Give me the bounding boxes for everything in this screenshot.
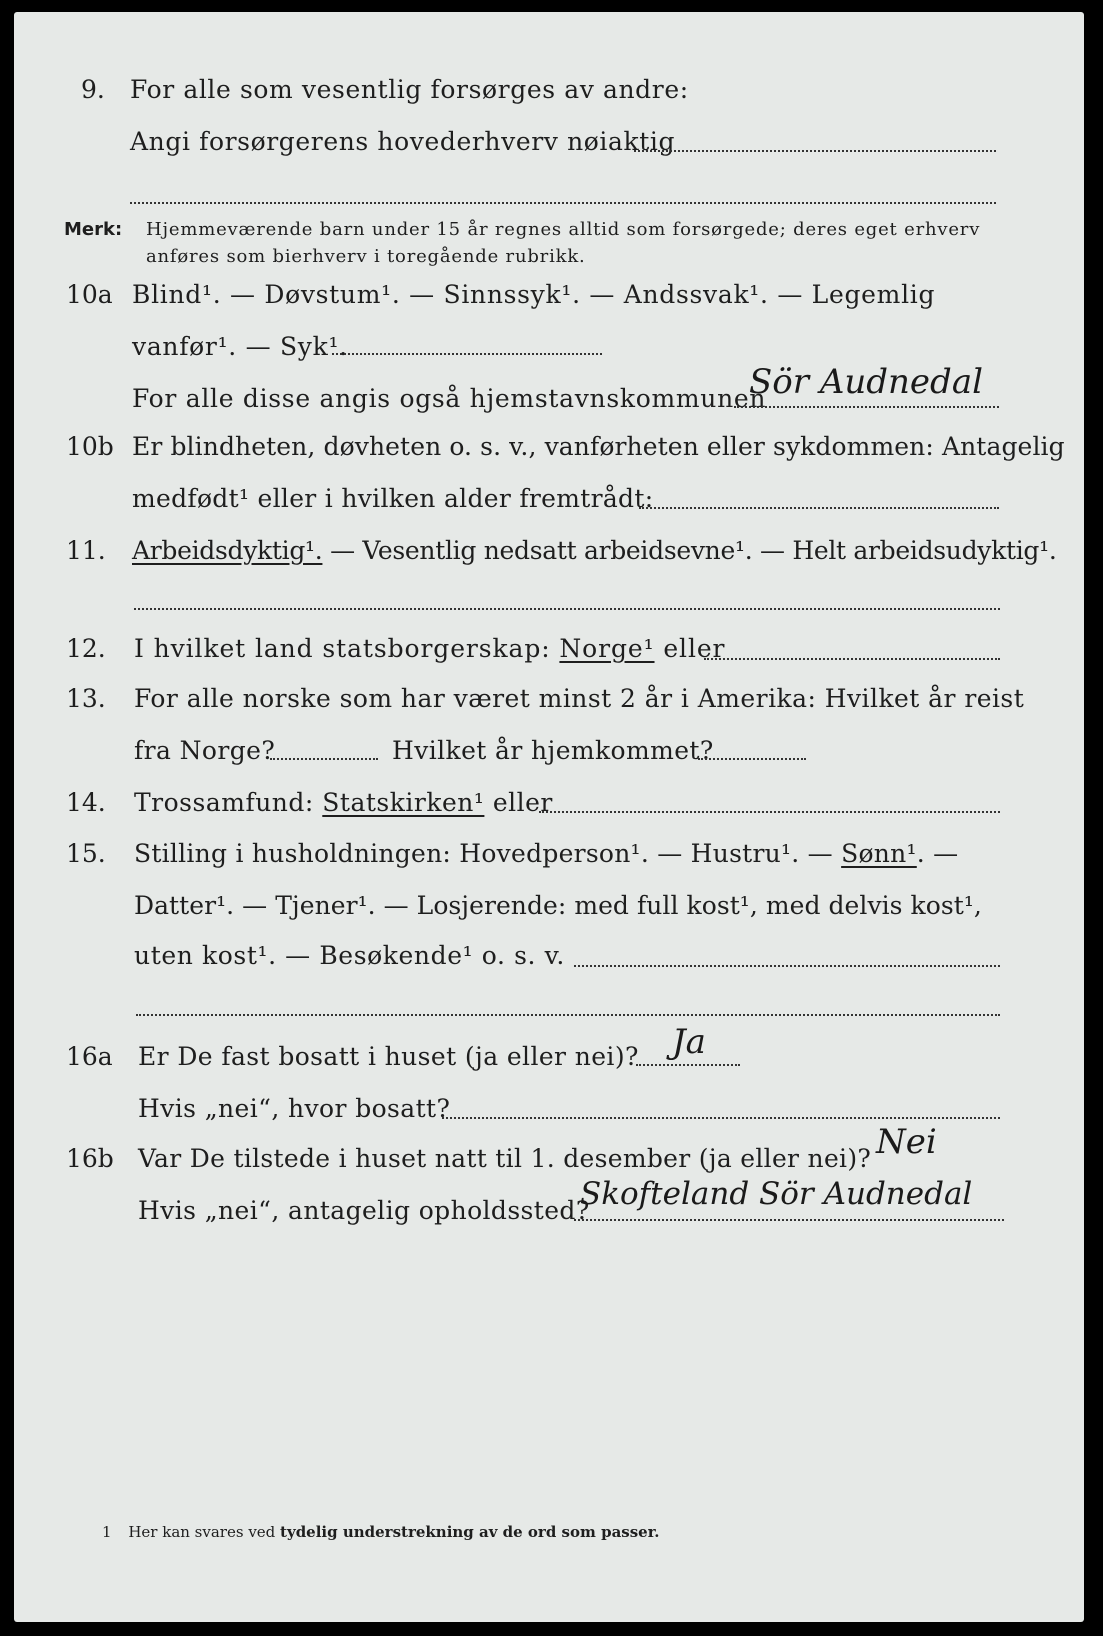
- q16a-residence-field[interactable]: [442, 1117, 1000, 1119]
- q12-text: [134, 634, 725, 664]
- q16b-line1: Var De tilstede i huset natt til 1. desember (ja eller nei)?: [138, 1144, 872, 1173]
- q10b-age-field[interactable]: [639, 507, 999, 509]
- merk-note: [64, 217, 981, 243]
- q10a-number: 10a: [66, 280, 113, 309]
- q11-option-arbeidsdyktig[interactable]: Arbeidsdyktig¹.: [132, 536, 323, 565]
- q16a-answer: Ja: [672, 1022, 706, 1062]
- footnote-mark: 1: [102, 1523, 112, 1541]
- q15-line3: uten kost¹. — Besøkende¹ o. s. v.: [134, 941, 565, 970]
- q10a-line3: For alle disse angis også hjemstavnskommunen: [132, 384, 767, 413]
- q15-extra-field[interactable]: [136, 1014, 1000, 1016]
- q13-return-field[interactable]: [698, 758, 806, 760]
- footnote-text-a: Her kan svares ved: [128, 1523, 281, 1541]
- q16a-line1: Er De fast bosatt i huset (ja eller nei)?: [138, 1042, 639, 1071]
- q15-line1-options: Stilling i husholdningen: Hovedperson¹. — Hustru¹. —: [134, 839, 842, 868]
- q10b-number: 10b: [66, 432, 114, 461]
- q13-line1: For alle norske som har været minst 2 år i Amerika: Hvilket år reist: [134, 684, 1025, 713]
- q16b-whereabouts-answer: Skofteland Sör Audnedal: [580, 1176, 973, 1212]
- q11-extra-field[interactable]: [134, 608, 1000, 610]
- q12-number: 12.: [66, 634, 106, 663]
- q16b-whereabouts-field[interactable]: [574, 1219, 1004, 1221]
- q13-number: 13.: [66, 684, 106, 713]
- q9-text: For alle som vesentlig forsørges av andre:: [130, 75, 689, 104]
- q16b-line2: Hvis „nei“, antagelig opholdssted?: [138, 1196, 590, 1225]
- q9-occupation-label: Angi forsørgerens hovederhverv nøiaktig: [130, 127, 676, 156]
- q10a-home-municipality-field[interactable]: [734, 406, 999, 408]
- q14-text: [134, 788, 553, 818]
- q15-option-sonn[interactable]: Sønn¹: [841, 839, 917, 868]
- q12-label: I hvilket land statsborgerskap:: [134, 634, 560, 663]
- q10a-line2: vanfør¹. — Syk¹.: [132, 332, 348, 361]
- q16b-number: 16b: [66, 1144, 114, 1173]
- q10a-line1: Blind¹. — Døvstum¹. — Sinnssyk¹. — Andssvak¹. — Legemlig: [132, 280, 936, 309]
- q14-number: 14.: [66, 788, 106, 817]
- q14-religion-field[interactable]: [539, 811, 1000, 813]
- q11-other-options: — Vesentlig nedsatt arbeidsevne¹. — Helt arbeidsudyktig¹.: [322, 536, 1057, 565]
- q13-departure-label: fra Norge?: [134, 736, 276, 765]
- q16a-answer-field[interactable]: [636, 1064, 740, 1066]
- merk-label: Merk:: [64, 219, 123, 240]
- q9-occupation-field[interactable]: [634, 150, 996, 152]
- q16a-line2: Hvis „nei“, hvor bosatt?: [138, 1094, 451, 1123]
- q14-label: Trossamfund:: [134, 788, 323, 817]
- merk-line1: Hjemmeværende barn under 15 år regnes alltid som forsørgede; deres eget erhverv: [146, 219, 981, 240]
- q12-option-norge[interactable]: Norge¹: [559, 634, 655, 663]
- q15-line1-end: . —: [916, 839, 959, 868]
- q15-other-field[interactable]: [574, 965, 1000, 967]
- footnote: [102, 1523, 659, 1541]
- merk-line2: anføres som bierhverv i toregående rubrikk.: [146, 246, 586, 267]
- footnote-text-b: tydelig understrekning av de ord som passer.: [280, 1523, 660, 1541]
- q13-departure-field[interactable]: [270, 758, 378, 760]
- census-form-page: [14, 12, 1084, 1622]
- q14-or: eller: [484, 788, 553, 817]
- q11-number: 11.: [66, 536, 106, 565]
- q16a-number: 16a: [66, 1042, 113, 1071]
- q10a-sick-field[interactable]: [332, 353, 602, 355]
- q10b-line1: Er blindheten, døvheten o. s. v., vanførheten eller sykdommen: Antagelig: [132, 432, 1065, 461]
- q14-option-statskirken[interactable]: Statskirken¹: [322, 788, 485, 817]
- q9-extra-field[interactable]: [130, 202, 996, 204]
- q13-return-label: Hvilket år hjemkommet?: [392, 736, 714, 765]
- q12-country-field[interactable]: [704, 658, 1000, 660]
- q12-or: eller: [654, 634, 726, 663]
- q10a-home-municipality-answer: Sör Audnedal: [749, 362, 983, 402]
- q9-number: 9.: [81, 75, 105, 104]
- q11-text: [132, 536, 1057, 566]
- q15-line2: Datter¹. — Tjener¹. — Losjerende: med full kost¹, med delvis kost¹,: [134, 891, 982, 920]
- q15-line1: [134, 839, 958, 869]
- q16b-answer-present: Nei: [876, 1122, 937, 1162]
- q15-number: 15.: [66, 839, 106, 868]
- q10b-line2: medfødt¹ eller i hvilken alder fremtrådt:: [132, 484, 654, 513]
